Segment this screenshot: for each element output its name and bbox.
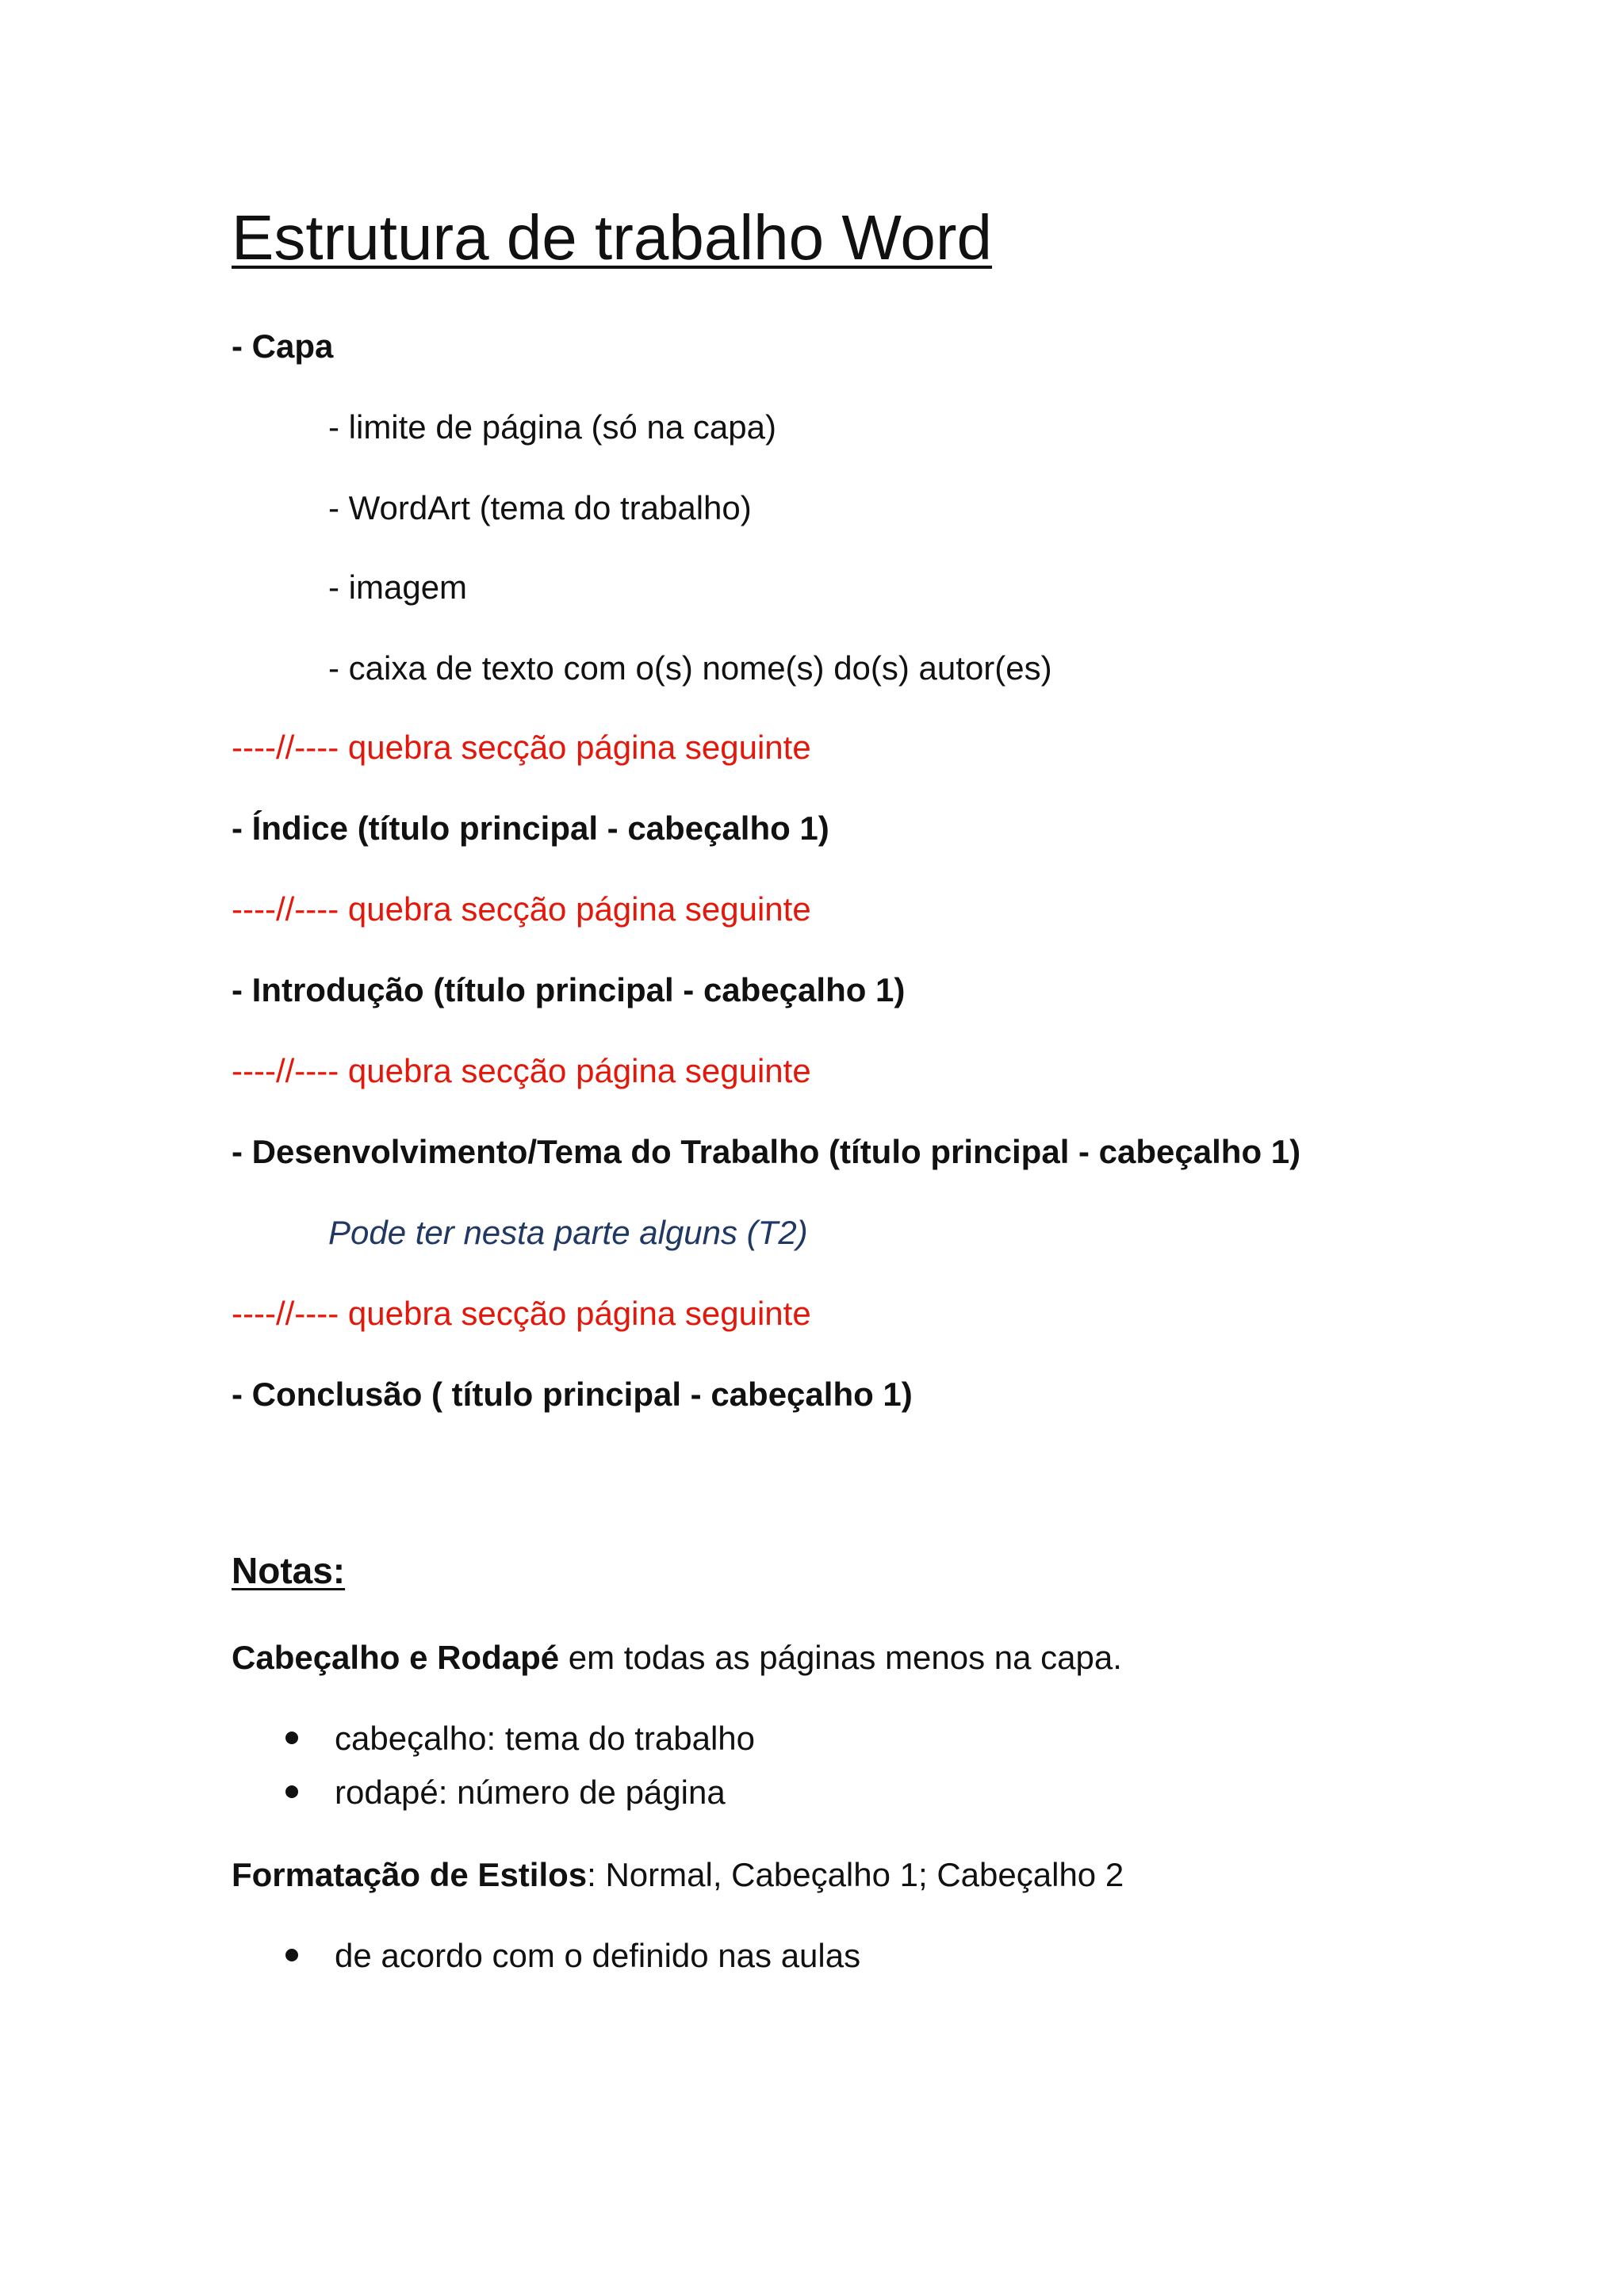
heading-introducao: - Introdução (título principal - cabeçalho 1) xyxy=(232,971,906,1008)
section-break: ----//---- quebra secção página seguinte xyxy=(232,1052,811,1089)
list-item xyxy=(285,1776,726,1809)
notes-p2-bold: Formatação de Estilos xyxy=(232,1856,588,1893)
capa-item: - caixa de texto com o(s) nome(s) do(s) autor(es) xyxy=(328,649,1052,687)
heading-indice: - Índice (título principal - cabeçalho 1) xyxy=(232,809,829,847)
capa-item: - WordArt (tema do trabalho) xyxy=(328,489,752,526)
notes-paragraph-1 xyxy=(232,1641,1122,1674)
list-item-text: rodapé: número de página xyxy=(335,1774,726,1811)
capa-item: - limite de página (só na capa) xyxy=(328,408,776,446)
section-break: ----//---- quebra secção página seguinte xyxy=(232,729,811,766)
list-item-text: cabeçalho: tema do trabalho xyxy=(335,1720,756,1757)
notes-paragraph-2 xyxy=(232,1858,1124,1892)
section-break: ----//---- quebra secção página seguinte xyxy=(232,890,811,928)
heading-conclusao: - Conclusão ( título principal - cabeçalho 1) xyxy=(232,1376,913,1413)
list-item xyxy=(285,1722,755,1755)
bullet-icon xyxy=(285,1949,298,1961)
heading-desenvolvimento: - Desenvolvimento/Tema do Trabalho (título principal - cabeçalho 1) xyxy=(232,1133,1301,1170)
list-item-text: de acordo com o definido nas aulas xyxy=(335,1937,861,1974)
section-break: ----//---- quebra secção página seguinte xyxy=(232,1295,811,1332)
page-title: Estrutura de trabalho Word xyxy=(232,202,993,273)
heading-capa: - Capa xyxy=(232,327,334,365)
bullet-icon xyxy=(285,1785,298,1798)
bullet-icon xyxy=(285,1732,298,1744)
desenvolvimento-note: Pode ter nesta parte alguns (T2) xyxy=(328,1214,808,1251)
notes-p1-text: em todas as páginas menos na capa. xyxy=(559,1639,1122,1676)
notes-p1-bold: Cabeçalho e Rodapé xyxy=(232,1639,560,1676)
list-item xyxy=(285,1939,860,1973)
notes-heading: Notas: xyxy=(232,1550,346,1591)
capa-item: - imagem xyxy=(328,568,468,606)
notes-p2-text: : Normal, Cabeçalho 1; Cabeçalho 2 xyxy=(587,1856,1124,1893)
